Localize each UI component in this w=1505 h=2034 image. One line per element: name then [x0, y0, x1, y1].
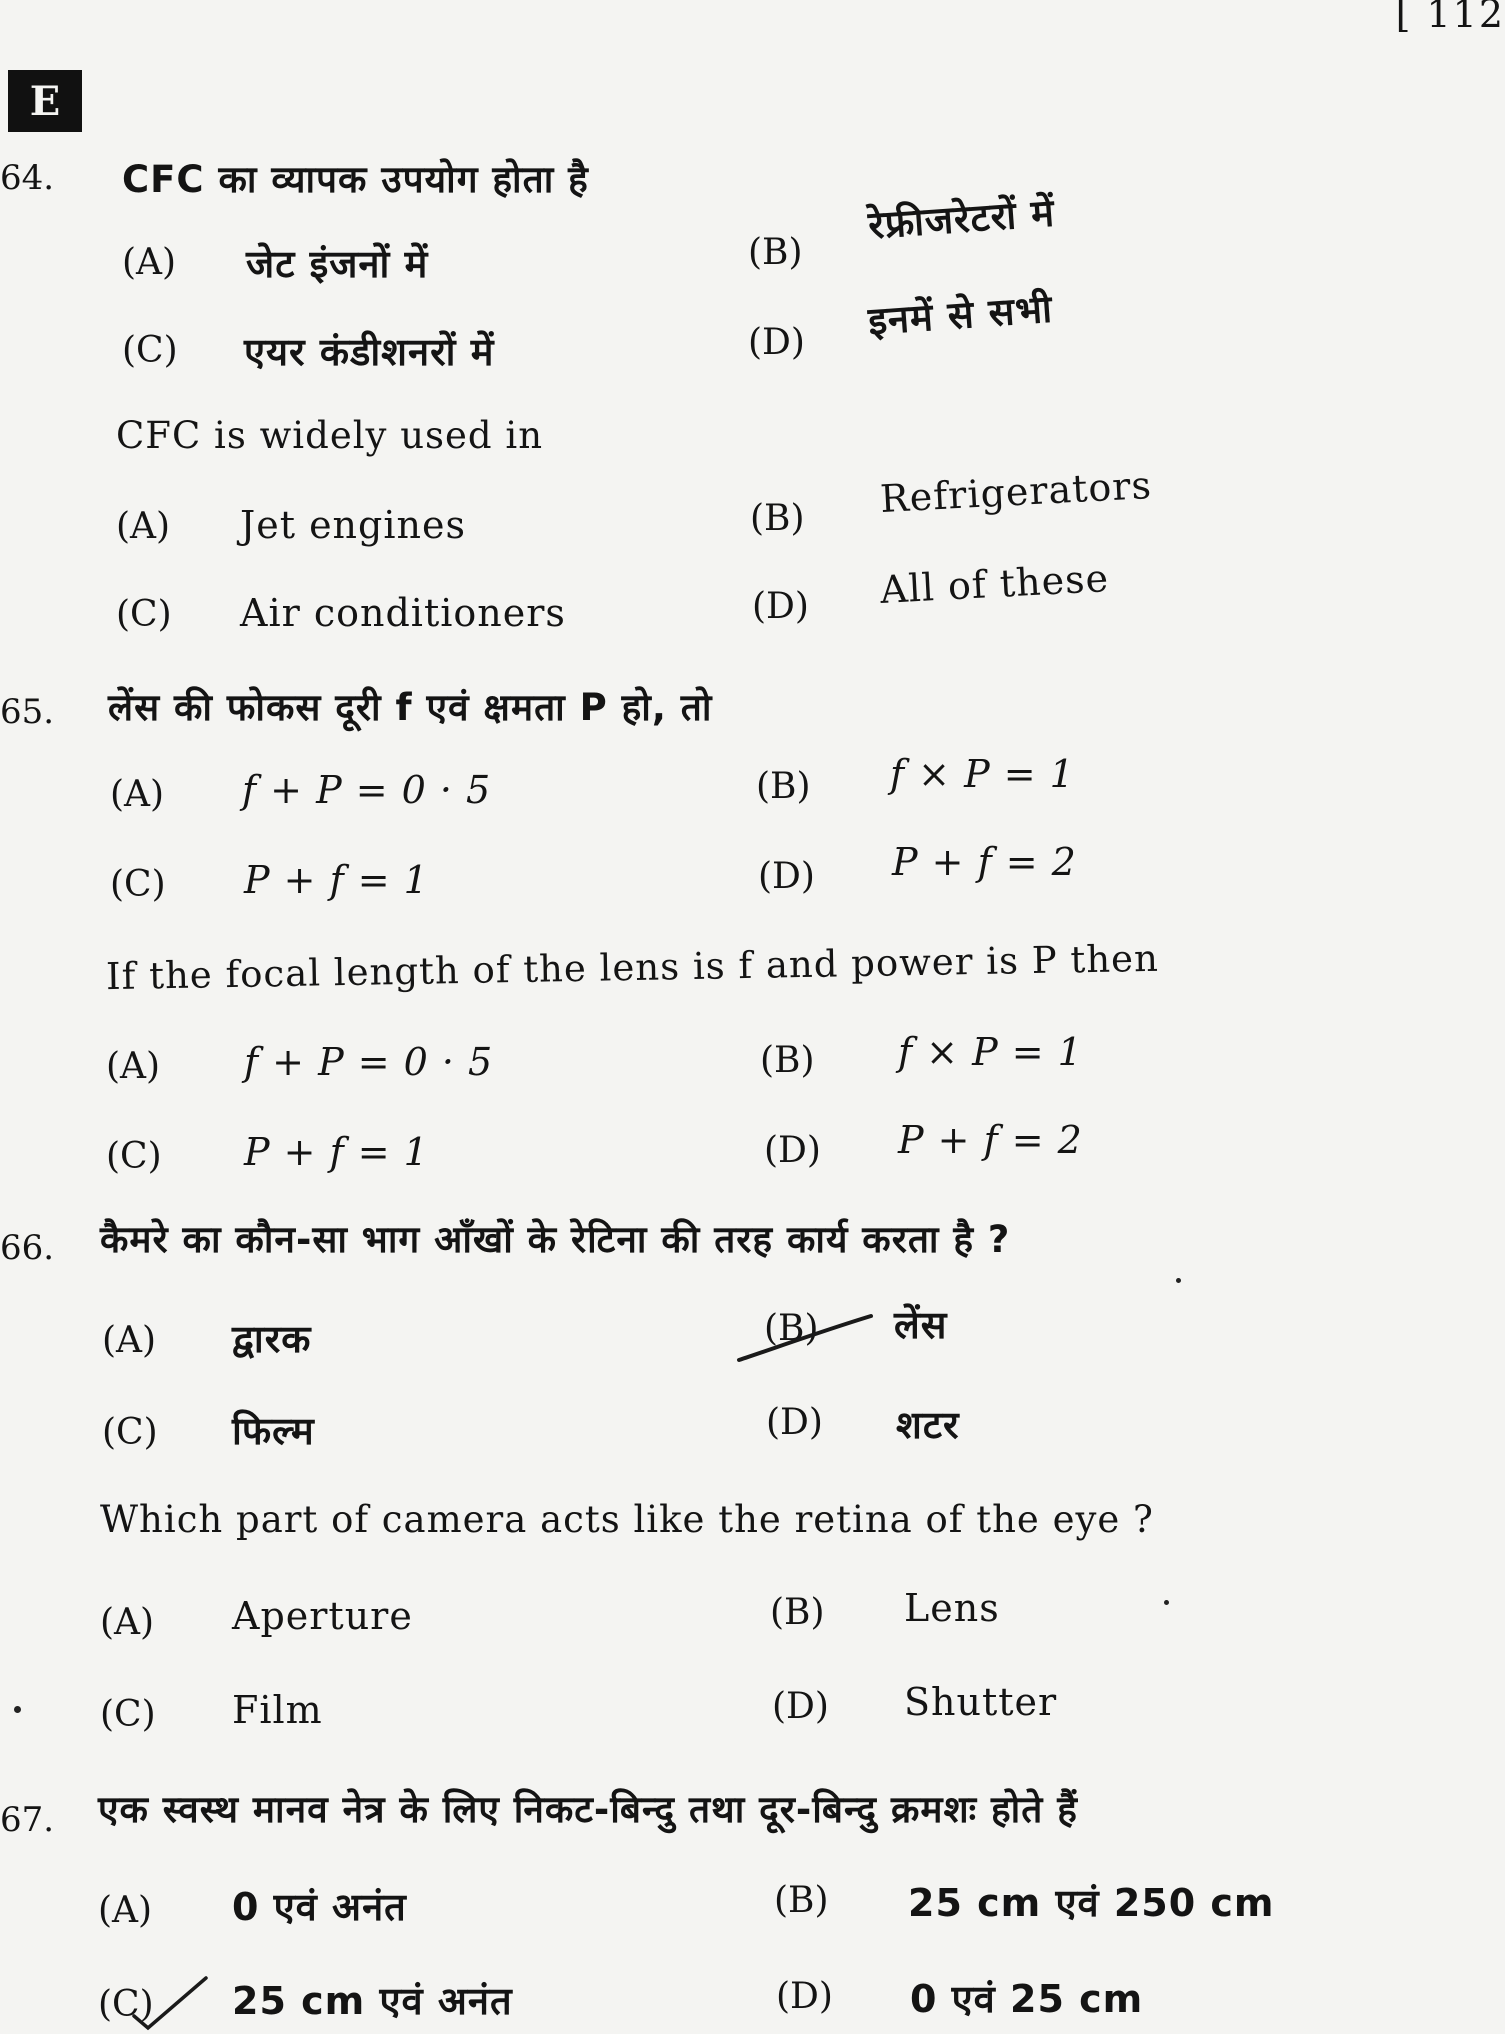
- option-label[interactable]: (C): [110, 864, 166, 905]
- option-label[interactable]: (A): [110, 774, 165, 815]
- question-hindi: लेंस की फोकस दूरी f एवं क्षमता P हो, तो: [108, 686, 713, 729]
- option-label[interactable]: (D): [772, 1686, 829, 1727]
- option-label[interactable]: (D): [764, 1130, 821, 1171]
- question-hindi: कैमरे का कौन-सा भाग आँखों के रेटिना की तरह कार्य करता है ?: [100, 1218, 1011, 1261]
- option-text: द्वारक: [232, 1317, 312, 1361]
- option-text: f + P = 0 · 5: [244, 1040, 494, 1084]
- option-text: लेंस: [894, 1303, 948, 1347]
- option-label[interactable]: (D): [766, 1402, 823, 1443]
- option-text: P + f = 2: [898, 1118, 1083, 1162]
- option-text: रेफ्रीजरेटरों में: [866, 190, 1057, 248]
- option-text: 25 cm एवं 250 cm: [908, 1881, 1275, 1925]
- option-text: P + f = 2: [892, 840, 1077, 884]
- option-text: f × P = 1: [898, 1030, 1083, 1074]
- option-text: f × P = 1: [890, 752, 1075, 796]
- option-text: Aperture: [232, 1594, 413, 1638]
- option-label[interactable]: (B): [750, 498, 805, 539]
- option-label[interactable]: (D): [758, 856, 815, 897]
- option-text: 25 cm एवं अनंत: [232, 1979, 513, 2023]
- question-english: If the focal length of the lens is f and power is P then: [105, 936, 1160, 999]
- option-text: P + f = 1: [244, 1130, 429, 1174]
- option-label[interactable]: (D): [752, 586, 809, 627]
- option-text: 0 एवं 25 cm: [910, 1977, 1144, 2021]
- option-text: Air conditioners: [240, 591, 566, 635]
- option-label[interactable]: (C): [122, 330, 178, 371]
- page-number: [ 112: [1395, 0, 1505, 36]
- stray-mark: [14, 1706, 21, 1713]
- option-text: एयर कंडीशनरों में: [244, 330, 495, 374]
- option-text: शटर: [896, 1403, 960, 1447]
- option-label[interactable]: (A): [116, 506, 171, 547]
- question-hindi: CFC का व्यापक उपयोग होता है: [122, 158, 589, 201]
- option-label[interactable]: (A): [100, 1602, 155, 1643]
- option-label[interactable]: (B): [770, 1592, 825, 1633]
- option-label[interactable]: (B): [774, 1880, 829, 1921]
- question-english: Which part of camera acts like the retina of the eye ?: [100, 1498, 1154, 1541]
- option-text: Refrigerators: [879, 462, 1153, 522]
- option-label[interactable]: (A): [122, 242, 177, 283]
- question-number: 67.: [0, 1800, 55, 1840]
- option-label[interactable]: (B): [748, 232, 803, 273]
- option-label[interactable]: (D): [748, 322, 805, 363]
- option-label[interactable]: (A): [106, 1046, 161, 1087]
- question-hindi: एक स्वस्थ मानव नेत्र के लिए निकट-बिन्दु तथा दूर-बिन्दु क्रमशः होते हैं: [98, 1788, 1078, 1831]
- option-text: Lens: [904, 1586, 1000, 1630]
- option-label[interactable]: (C): [100, 1694, 156, 1735]
- stray-mark: [1176, 1278, 1181, 1283]
- question-number: 66.: [0, 1228, 55, 1268]
- option-label[interactable]: (B): [764, 1308, 819, 1349]
- tick-mark: [130, 1972, 210, 2032]
- option-label[interactable]: (B): [756, 766, 811, 807]
- option-text: All of these: [879, 556, 1111, 612]
- option-text: इनमें से सभी: [866, 286, 1055, 344]
- stray-mark: [1164, 1600, 1169, 1605]
- option-label[interactable]: (C): [102, 1412, 158, 1453]
- option-text: f + P = 0 · 5: [242, 768, 492, 812]
- option-label[interactable]: (A): [102, 1320, 157, 1361]
- question-english: CFC is widely used in: [116, 414, 544, 457]
- question-number: 65.: [0, 692, 55, 732]
- option-text: जेट इंजनों में: [246, 242, 429, 286]
- option-label[interactable]: (A): [98, 1890, 153, 1931]
- strike-mark: [735, 1308, 875, 1368]
- option-label[interactable]: (C): [116, 594, 172, 635]
- set-code-badge: E: [8, 70, 82, 132]
- option-text: Film: [232, 1688, 323, 1732]
- option-label[interactable]: (C): [98, 1984, 154, 2025]
- option-text: Jet engines: [240, 503, 466, 547]
- option-text: फिल्म: [232, 1409, 315, 1453]
- option-label[interactable]: (D): [776, 1976, 833, 2017]
- option-text: P + f = 1: [244, 858, 429, 902]
- option-label[interactable]: (C): [106, 1136, 162, 1177]
- option-label[interactable]: (B): [760, 1040, 815, 1081]
- option-text: 0 एवं अनंत: [232, 1885, 407, 1929]
- question-number: 64.: [0, 158, 55, 198]
- option-text: Shutter: [904, 1680, 1058, 1724]
